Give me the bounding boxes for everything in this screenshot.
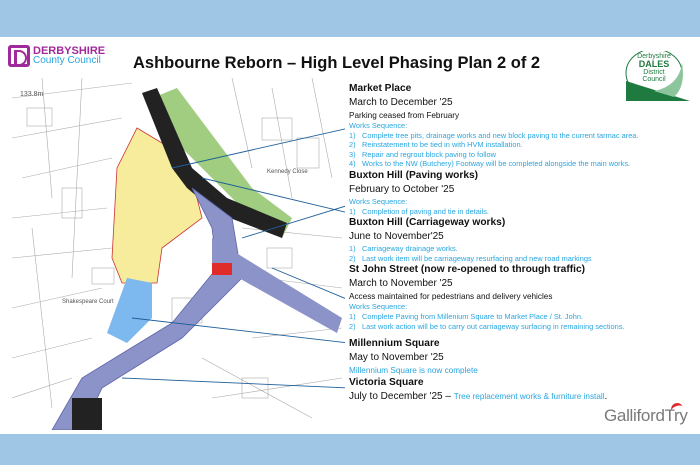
section-dates: March to December '25 xyxy=(349,97,453,108)
ddc-line4: Council xyxy=(642,76,666,83)
derbyshire-county-council-logo xyxy=(8,45,105,67)
section-end: . xyxy=(604,391,608,403)
top-band xyxy=(0,0,700,37)
section-heading: St John Street (now re-opened to through traffic) xyxy=(349,264,586,276)
list-item: 2) Last work action will be to carry out carriageway surfacing in remaining sections. xyxy=(349,321,625,331)
bottom-band xyxy=(0,434,700,465)
map-label-court: Shakespeare Court xyxy=(62,299,114,305)
section-heading: Millennium Square xyxy=(349,338,440,350)
section-note: Parking ceased from February xyxy=(349,111,460,120)
page-title: Ashbourne Reborn – High Level Phasing Plan 2 of 2 xyxy=(133,54,541,72)
section-dates: June to November'25 xyxy=(349,231,444,243)
list-item: 3) Repair and regrout block paving to follow xyxy=(349,149,496,159)
list-item: 4) Works to the NW (Butchery) Footway will be completed alongside the main works. xyxy=(349,159,631,169)
works-sequence-label: Works Sequence: xyxy=(349,121,408,130)
dcc-logo-line2: County Council xyxy=(33,55,101,67)
works-sequence-label: Works Sequence: xyxy=(349,196,408,206)
section-dates: February to October '25 xyxy=(349,183,455,195)
section-dates: May to November '25 xyxy=(349,352,444,364)
section-note: Access maintained for pedestrians and delivery vehicles xyxy=(349,292,553,302)
phasing-map xyxy=(12,78,345,430)
section-heading: Buxton Hill (Paving works) xyxy=(349,169,479,181)
map-red-marker xyxy=(212,263,232,275)
dcc-logo-line1: DERBYSHIRE xyxy=(33,45,106,58)
ddc-line3: District xyxy=(643,69,665,76)
works-sequence-label: Works Sequence: xyxy=(349,302,408,312)
map-label-height: 133.8m xyxy=(20,91,44,98)
victoria-square-road xyxy=(72,398,102,430)
section-heading: Victoria Square xyxy=(349,377,424,389)
ddc-line2: DALES xyxy=(638,59,670,69)
section-status: Millennium Square is now complete xyxy=(349,366,478,376)
list-item: 2) Reinstatement to be tied in with HVM installation. xyxy=(349,140,523,150)
section-buxton-hill-carriageway xyxy=(349,216,694,263)
section-st-john-street xyxy=(349,263,694,331)
galliford-try-logo: GallifordTry xyxy=(604,406,688,425)
section-heading: Market Place xyxy=(349,83,412,94)
section-detail: Tree replacement works & furniture install xyxy=(453,392,605,402)
phasing-details-panel xyxy=(349,82,694,404)
list-item: 1) Complete Paving from Millenium Square to Market Place / St. John. xyxy=(349,311,583,321)
section-millennium-square xyxy=(349,337,694,376)
section-buxton-hill-paving xyxy=(349,169,694,216)
map-label-close: Kennedy Close xyxy=(267,169,308,175)
section-victoria-square xyxy=(349,376,694,404)
list-item: 1) Carriageway drainage works. xyxy=(349,244,458,254)
section-dates: March to November '25 xyxy=(349,278,453,290)
list-item: 2) Last work item will be carriageway resurfacing and new road markings xyxy=(349,253,592,263)
dcc-logo-icon xyxy=(8,45,30,67)
section-dates: July to December '25 – xyxy=(349,391,454,403)
list-item: 1) Complete tree pits, drainage works and new block paving to the current tarmac area. xyxy=(349,130,639,140)
section-market-place xyxy=(349,82,694,169)
section-heading: Buxton Hill (Carriageway works) xyxy=(349,217,506,229)
list-item: 1) Completion of paving and tie in details. xyxy=(349,206,489,216)
ddc-line1: Derbyshire xyxy=(637,53,671,60)
